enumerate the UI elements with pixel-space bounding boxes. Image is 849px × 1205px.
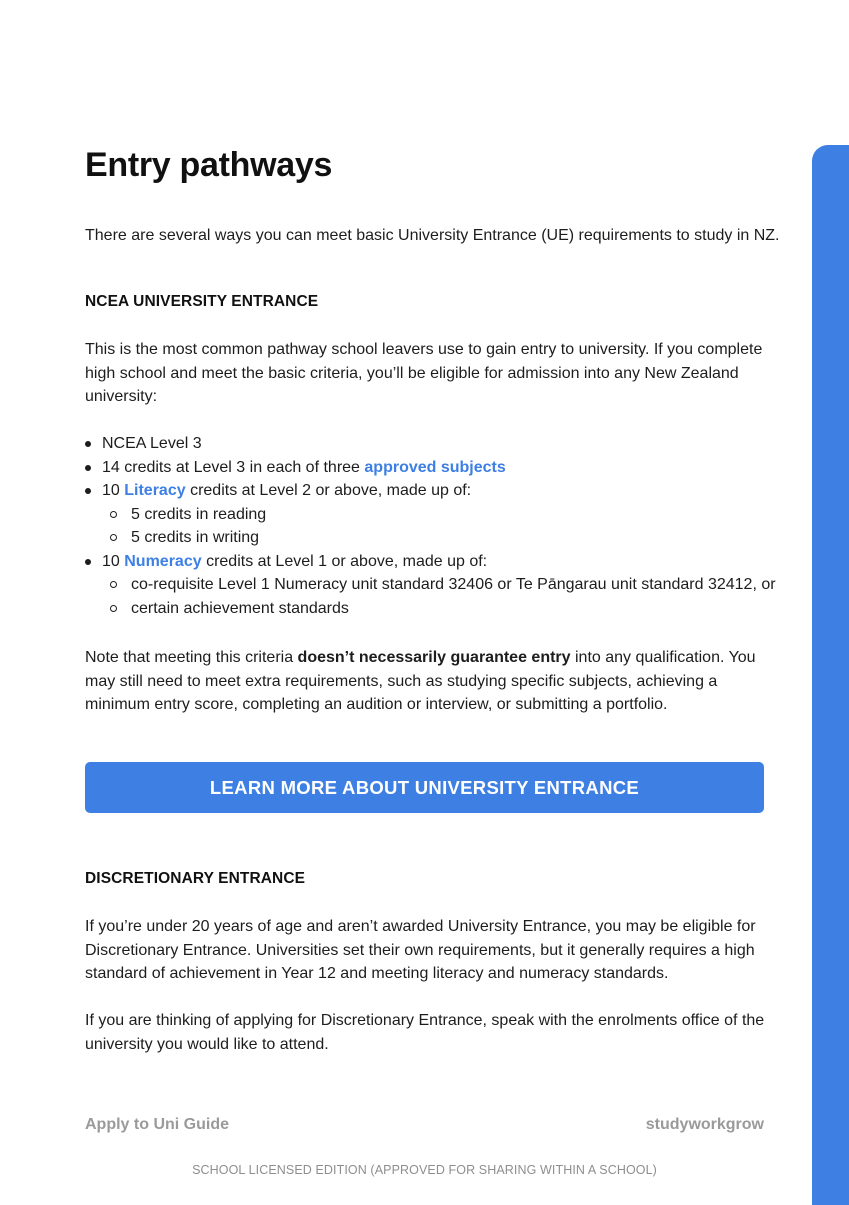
sublist-item: co-requisite Level 1 Numeracy unit standard 32406 or Te Pāngarau unit standard 32412, or: [102, 573, 765, 597]
list-item-text: 14 credits at Level 3 in each of three: [102, 458, 365, 476]
requirements-list: [85, 432, 776, 620]
learn-more-ue-button[interactable]: [85, 762, 764, 813]
numeracy-link[interactable]: Numeracy: [124, 552, 202, 570]
ncea-heading: NCEA UNIVERSITY ENTRANCE: [85, 293, 319, 310]
list-item: [85, 432, 765, 456]
page-title: Entry pathways: [85, 146, 333, 184]
literacy-link[interactable]: Literacy: [124, 482, 186, 499]
license-notice: SCHOOL LICENSED EDITION (APPROVED FOR SHARING WITHIN A SCHOOL): [192, 1163, 657, 1177]
discretionary-advice-paragraph: If you are thinking of applying for Discretionary Entrance, speak with the enrolments office of the university you would like to attend.: [85, 1012, 765, 1053]
sublist-item: 5 credits in writing: [102, 526, 765, 550]
note-emphasis: doesn’t necessarily guarantee entry: [297, 649, 571, 666]
literacy-sublist: [102, 503, 765, 550]
note-text: into any qualification. You may still need to meet extra requirements, such as studying specific subjects, achieving a minimum entry score, completing an audition or interview, or submitting a portfolio.: [85, 649, 756, 713]
note-text: Note that meeting this criteria: [85, 649, 298, 666]
list-item: [85, 479, 765, 550]
list-item: [85, 456, 765, 480]
side-accent-tab: [812, 145, 849, 1205]
list-item-text: 10: [102, 552, 125, 570]
intro-text: There are several ways you can meet basic University Entrance (UE) requirements to study in NZ.: [85, 227, 780, 244]
list-item-text: credits at Level 2 or above, made up of:: [185, 482, 472, 499]
sublist-item: 5 credits in reading: [102, 503, 765, 527]
footer-brand: studyworkgrow: [645, 1116, 764, 1133]
approved-subjects-link[interactable]: approved subjects: [364, 458, 506, 476]
sublist-item: certain achievement standards: [102, 597, 765, 621]
note-paragraph: [85, 646, 765, 717]
list-item-text: NCEA Level 3: [102, 435, 202, 452]
discretionary-heading: DISCRETIONARY ENTRANCE: [85, 870, 306, 887]
discretionary-paragraph: If you’re under 20 years of age and aren’t awarded University Entrance, you may be eligible for Discretionary Entrance. Universities set their own requirements, but it generally requires a high standard of achievement in Year 12 and meeting literacy and numeracy standards.: [85, 918, 756, 982]
learn-more-ue-label: LEARN MORE ABOUT UNIVERSITY ENTRANCE: [209, 776, 640, 798]
footer-guide-title: Apply to Uni Guide: [85, 1116, 229, 1133]
list-item-text: 10: [102, 482, 125, 499]
ncea-paragraph: This is the most common pathway school leavers use to gain entry to university. If you complete high school and meet the basic criteria, you’ll be eligible for admission into any New Zealand university:: [85, 341, 763, 405]
list-item-text: credits at Level 1 or above, made up of:: [201, 552, 488, 570]
list-item: [85, 550, 776, 621]
numeracy-sublist: [102, 573, 776, 620]
